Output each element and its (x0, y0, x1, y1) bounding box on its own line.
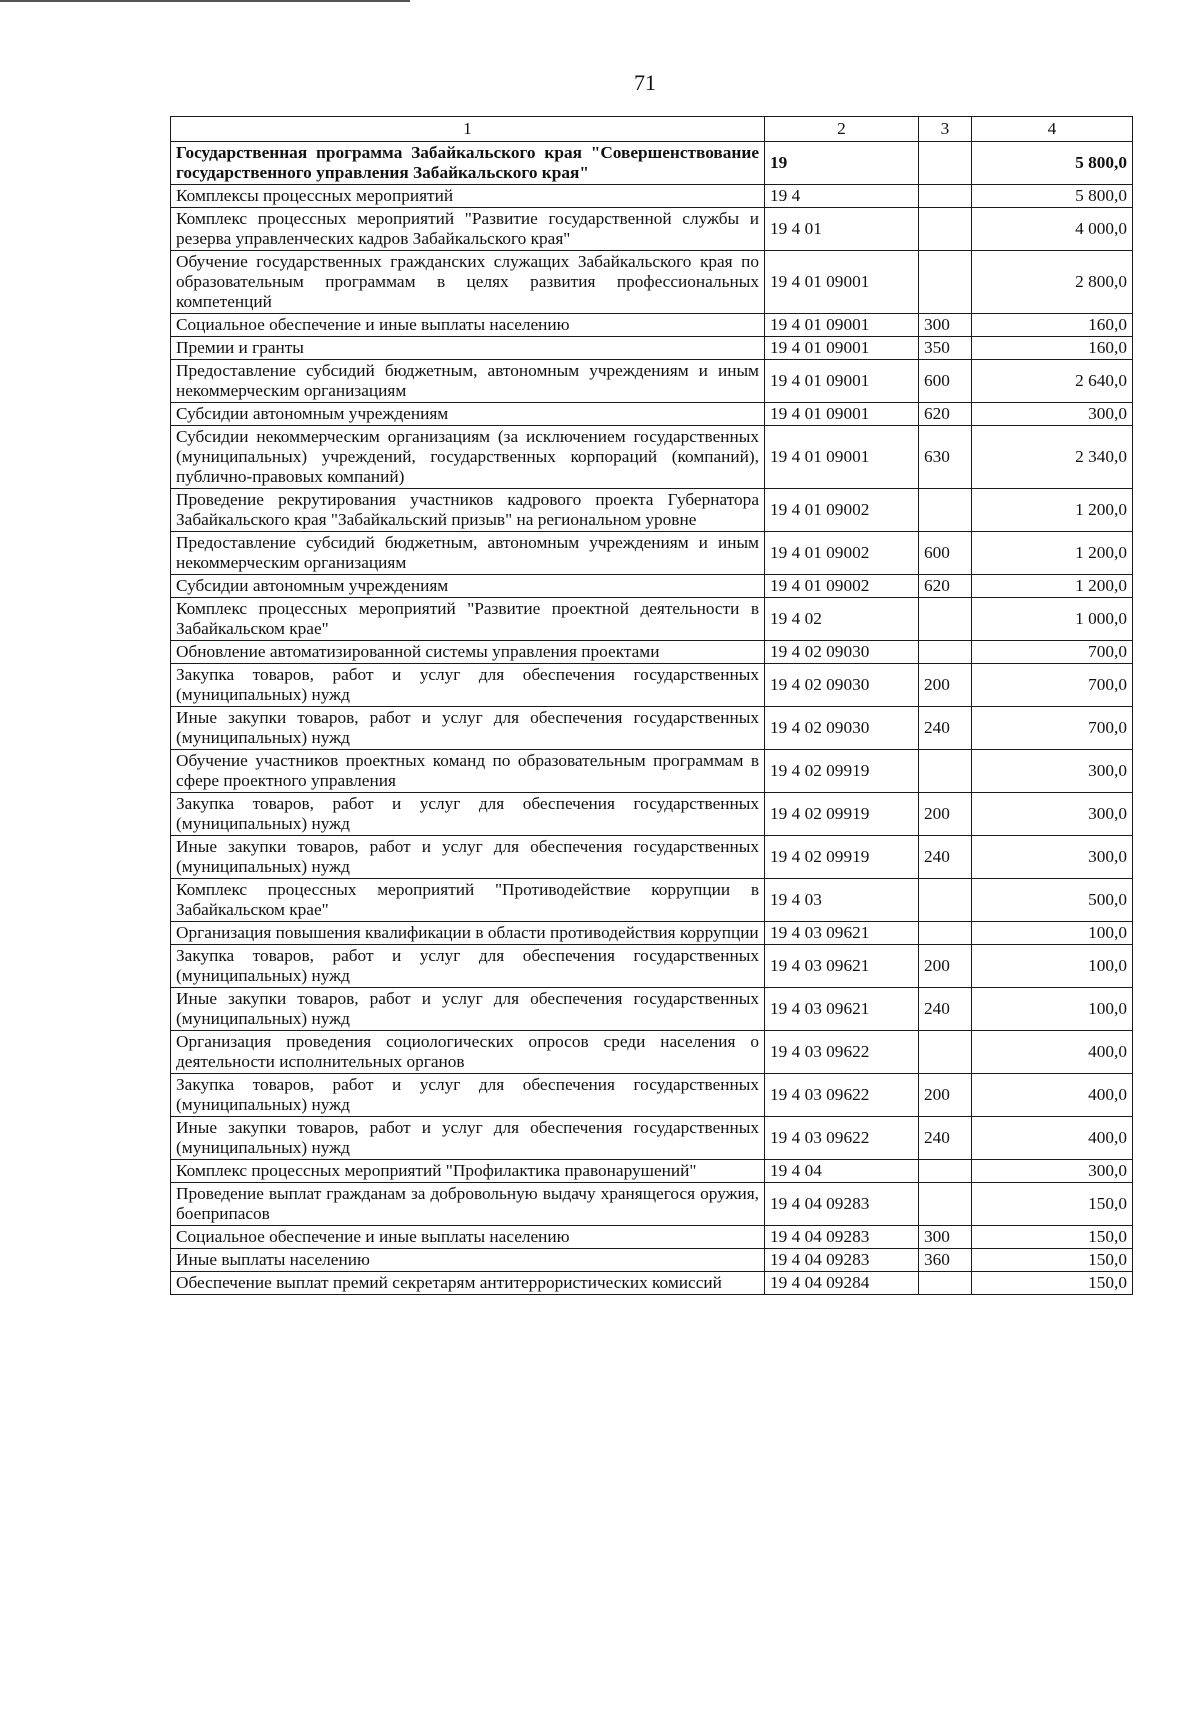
cell-sum: 1 000,0 (972, 598, 1133, 641)
table-row (171, 836, 1133, 879)
header-col-3: 3 (919, 117, 972, 142)
cell-name: Комплекс процессных мероприятий "Развитие проектной деятельности в Забайкальском крае" (171, 598, 765, 641)
cell-code: 19 4 01 09001 (765, 314, 919, 337)
cell-type (919, 750, 972, 793)
table-row (171, 575, 1133, 598)
cell-code: 19 4 03 09621 (765, 922, 919, 945)
table-row (171, 360, 1133, 403)
cell-sum: 2 340,0 (972, 426, 1133, 489)
table-row (171, 1117, 1133, 1160)
cell-code: 19 4 01 09001 (765, 426, 919, 489)
cell-name: Субсидии некоммерческим организациям (за исключением государственных (муниципальных) учреждений, государственных корпораций (компаний), публично-правовых компаний) (171, 426, 765, 489)
table-row (171, 598, 1133, 641)
cell-type: 200 (919, 945, 972, 988)
cell-sum: 400,0 (972, 1031, 1133, 1074)
cell-sum: 700,0 (972, 707, 1133, 750)
cell-name: Иные выплаты населению (171, 1249, 765, 1272)
cell-type: 200 (919, 664, 972, 707)
cell-sum: 300,0 (972, 750, 1133, 793)
cell-type (919, 208, 972, 251)
header-col-2: 2 (765, 117, 919, 142)
cell-type (919, 142, 972, 185)
cell-name: Комплекс процессных мероприятий "Развитие государственной службы и резерва управленческих кадров Забайкальского края" (171, 208, 765, 251)
cell-type (919, 185, 972, 208)
cell-type: 620 (919, 575, 972, 598)
cell-name: Предоставление субсидий бюджетным, автономным учреждениям и иным некоммерческим организациям (171, 532, 765, 575)
cell-name: Организация повышения квалификации в области противодействия коррупции (171, 922, 765, 945)
cell-name: Субсидии автономным учреждениям (171, 575, 765, 598)
cell-name: Иные закупки товаров, работ и услуг для обеспечения государственных (муниципальных) нужд (171, 988, 765, 1031)
cell-type (919, 251, 972, 314)
table-row (171, 1031, 1133, 1074)
cell-type: 630 (919, 426, 972, 489)
cell-sum: 700,0 (972, 641, 1133, 664)
cell-type (919, 879, 972, 922)
cell-type: 200 (919, 1074, 972, 1117)
cell-sum: 150,0 (972, 1249, 1133, 1272)
page-number: 71 (634, 70, 656, 95)
cell-code: 19 4 04 09283 (765, 1249, 919, 1272)
cell-code: 19 4 01 09001 (765, 337, 919, 360)
table-row (171, 142, 1133, 185)
cell-type (919, 489, 972, 532)
cell-code: 19 4 03 09622 (765, 1117, 919, 1160)
cell-code: 19 4 02 09919 (765, 793, 919, 836)
cell-name: Проведение выплат гражданам за добровольную выдачу хранящегося оружия, боеприпасов (171, 1183, 765, 1226)
cell-type: 350 (919, 337, 972, 360)
cell-sum: 5 800,0 (972, 185, 1133, 208)
cell-name: Социальное обеспечение и иные выплаты населению (171, 1226, 765, 1249)
cell-code: 19 4 (765, 185, 919, 208)
cell-name: Иные закупки товаров, работ и услуг для обеспечения государственных (муниципальных) нужд (171, 707, 765, 750)
table-row (171, 1272, 1133, 1295)
cell-name: Обучение государственных гражданских служащих Забайкальского края по образовательным программам в целях развития профессиональных компетенций (171, 251, 765, 314)
table-row (171, 337, 1133, 360)
table-row (171, 403, 1133, 426)
cell-type (919, 922, 972, 945)
cell-type: 600 (919, 532, 972, 575)
header-row (171, 117, 1133, 142)
cell-name: Проведение рекрутирования участников кадрового проекта Губернатора Забайкальского края "Забайкальский призыв" на региональном уровне (171, 489, 765, 532)
cell-sum: 4 000,0 (972, 208, 1133, 251)
cell-code: 19 4 01 09002 (765, 575, 919, 598)
cell-name: Закупка товаров, работ и услуг для обеспечения государственных (муниципальных) нужд (171, 793, 765, 836)
cell-sum: 400,0 (972, 1074, 1133, 1117)
cell-name: Предоставление субсидий бюджетным, автономным учреждениям и иным некоммерческим организациям (171, 360, 765, 403)
cell-sum: 300,0 (972, 1160, 1133, 1183)
cell-code: 19 4 01 09002 (765, 532, 919, 575)
cell-code: 19 4 03 09621 (765, 988, 919, 1031)
cell-sum: 150,0 (972, 1226, 1133, 1249)
cell-type: 620 (919, 403, 972, 426)
cell-name: Государственная программа Забайкальского края "Совершенствование государственного управления Забайкальского края" (171, 142, 765, 185)
cell-sum: 2 640,0 (972, 360, 1133, 403)
cell-code: 19 4 04 09283 (765, 1183, 919, 1226)
cell-code: 19 4 01 09001 (765, 360, 919, 403)
cell-name: Субсидии автономным учреждениям (171, 403, 765, 426)
table-row (171, 1249, 1133, 1272)
cell-type (919, 1183, 972, 1226)
cell-sum: 100,0 (972, 922, 1133, 945)
table-row (171, 208, 1133, 251)
scan-edge-line (0, 0, 410, 2)
cell-type: 240 (919, 988, 972, 1031)
cell-type: 240 (919, 707, 972, 750)
cell-type (919, 1160, 972, 1183)
cell-type: 360 (919, 1249, 972, 1272)
table-row (171, 1183, 1133, 1226)
cell-code: 19 (765, 142, 919, 185)
cell-code: 19 4 01 (765, 208, 919, 251)
cell-type: 200 (919, 793, 972, 836)
cell-code: 19 4 02 09919 (765, 750, 919, 793)
table-row (171, 532, 1133, 575)
cell-name: Иные закупки товаров, работ и услуг для обеспечения государственных (муниципальных) нужд (171, 836, 765, 879)
cell-code: 19 4 04 09283 (765, 1226, 919, 1249)
cell-sum: 300,0 (972, 403, 1133, 426)
cell-name: Социальное обеспечение и иные выплаты населению (171, 314, 765, 337)
cell-code: 19 4 03 09622 (765, 1031, 919, 1074)
cell-code: 19 4 04 (765, 1160, 919, 1183)
table-row (171, 641, 1133, 664)
cell-name: Премии и гранты (171, 337, 765, 360)
cell-type: 300 (919, 314, 972, 337)
table-row (171, 314, 1133, 337)
cell-type: 240 (919, 836, 972, 879)
cell-type (919, 598, 972, 641)
cell-code: 19 4 02 09030 (765, 641, 919, 664)
cell-type (919, 1272, 972, 1295)
cell-code: 19 4 02 09919 (765, 836, 919, 879)
cell-type: 300 (919, 1226, 972, 1249)
cell-sum: 150,0 (972, 1183, 1133, 1226)
cell-name: Организация проведения социологических опросов среди населения о деятельности исполнительных органов (171, 1031, 765, 1074)
cell-name: Иные закупки товаров, работ и услуг для обеспечения государственных (муниципальных) нужд (171, 1117, 765, 1160)
cell-sum: 1 200,0 (972, 575, 1133, 598)
table-row (171, 426, 1133, 489)
cell-type (919, 641, 972, 664)
cell-code: 19 4 03 09622 (765, 1074, 919, 1117)
table-row (171, 922, 1133, 945)
cell-sum: 500,0 (972, 879, 1133, 922)
cell-sum: 300,0 (972, 836, 1133, 879)
table-row (171, 185, 1133, 208)
cell-sum: 5 800,0 (972, 142, 1133, 185)
budget-table (170, 116, 1133, 1295)
table-row (171, 1074, 1133, 1117)
cell-code: 19 4 02 09030 (765, 664, 919, 707)
cell-code: 19 4 02 09030 (765, 707, 919, 750)
table-row (171, 945, 1133, 988)
cell-name: Комплекс процессных мероприятий "Профилактика правонарушений" (171, 1160, 765, 1183)
cell-name: Закупка товаров, работ и услуг для обеспечения государственных (муниципальных) нужд (171, 664, 765, 707)
cell-sum: 300,0 (972, 793, 1133, 836)
cell-type (919, 1031, 972, 1074)
cell-sum: 100,0 (972, 945, 1133, 988)
cell-name: Обновление автоматизированной системы управления проектами (171, 641, 765, 664)
cell-sum: 1 200,0 (972, 489, 1133, 532)
table-row (171, 1226, 1133, 1249)
table-row (171, 750, 1133, 793)
table-row (171, 251, 1133, 314)
cell-name: Обеспечение выплат премий секретарям антитеррористических комиссий (171, 1272, 765, 1295)
cell-code: 19 4 03 09621 (765, 945, 919, 988)
cell-type: 600 (919, 360, 972, 403)
cell-sum: 2 800,0 (972, 251, 1133, 314)
cell-sum: 150,0 (972, 1272, 1133, 1295)
table-row (171, 664, 1133, 707)
cell-name: Обучение участников проектных команд по образовательным программам в сфере проектного управления (171, 750, 765, 793)
cell-sum: 160,0 (972, 314, 1133, 337)
table-body (171, 117, 1133, 1295)
cell-sum: 100,0 (972, 988, 1133, 1031)
cell-sum: 400,0 (972, 1117, 1133, 1160)
table-row (171, 707, 1133, 750)
table-row (171, 489, 1133, 532)
cell-code: 19 4 04 09284 (765, 1272, 919, 1295)
table-row (171, 988, 1133, 1031)
cell-sum: 700,0 (972, 664, 1133, 707)
cell-code: 19 4 02 (765, 598, 919, 641)
cell-sum: 1 200,0 (972, 532, 1133, 575)
cell-name: Комплекс процессных мероприятий "Противодействие коррупции в Забайкальском крае" (171, 879, 765, 922)
table-row (171, 1160, 1133, 1183)
cell-sum: 160,0 (972, 337, 1133, 360)
table-row (171, 879, 1133, 922)
cell-code: 19 4 01 09001 (765, 403, 919, 426)
cell-type: 240 (919, 1117, 972, 1160)
table-row (171, 793, 1133, 836)
cell-code: 19 4 01 09001 (765, 251, 919, 314)
header-col-1: 1 (171, 117, 765, 142)
cell-name: Закупка товаров, работ и услуг для обеспечения государственных (муниципальных) нужд (171, 1074, 765, 1117)
header-col-4: 4 (972, 117, 1133, 142)
cell-name: Комплексы процессных мероприятий (171, 185, 765, 208)
cell-code: 19 4 01 09002 (765, 489, 919, 532)
cell-code: 19 4 03 (765, 879, 919, 922)
cell-name: Закупка товаров, работ и услуг для обеспечения государственных (муниципальных) нужд (171, 945, 765, 988)
